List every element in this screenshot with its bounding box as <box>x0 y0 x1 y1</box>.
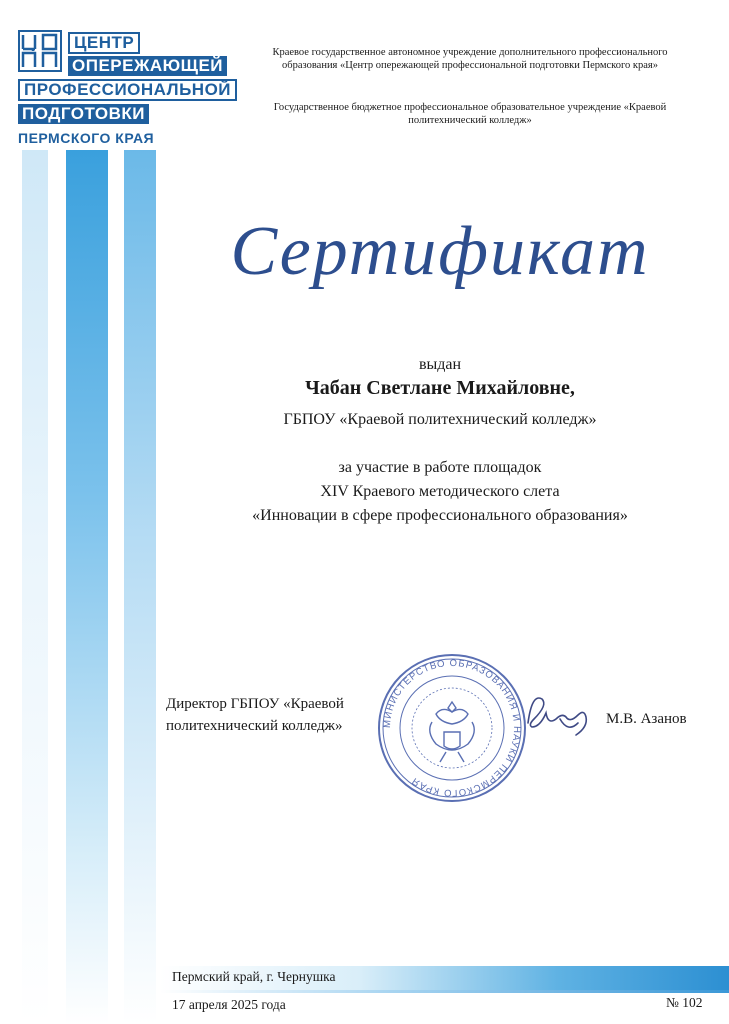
purpose-text <box>150 456 729 528</box>
footer-divider <box>160 990 729 993</box>
logo-text: ПЕРМСКОГО КРАЯ <box>18 130 155 146</box>
issued-label: выдан <box>418 356 462 373</box>
recipient-name: Чабан Светлане Михайловне, <box>305 377 575 399</box>
recipient-organization: ГБПОУ «Краевой политехнический колледж» <box>283 411 597 428</box>
issue-place: Пермский край, г. Чернушка <box>172 969 336 984</box>
partner-organization: Государственное бюджетное профессиональное образовательное учреждение «Краевой политехнический колледж» <box>273 102 667 126</box>
purpose-line: XIV Краевого методического слета <box>320 483 560 500</box>
purpose-line: «Инновации в сфере профессионального образования» <box>252 507 628 524</box>
logo-text: ЦЕНТР <box>68 32 140 54</box>
director-title <box>166 693 344 737</box>
logo <box>18 30 248 148</box>
decorative-stripe <box>66 150 108 1024</box>
handwritten-signature-icon <box>520 683 612 747</box>
issue-date: 17 апреля 2025 года <box>172 997 286 1012</box>
decorative-stripe <box>22 150 48 1024</box>
director-title-line: политехнический колледж» <box>166 718 343 734</box>
issuing-organization: Краевое государственное автономное учреждение дополнительного профессионального образования «Центр опережающей профессиональной подготовки Пермского края» <box>272 47 668 71</box>
purpose-line: за участие в работе площадок <box>338 459 542 476</box>
logo-mark-icon <box>18 30 62 72</box>
logo-text: ПРОФЕССИОНАЛЬНОЙ <box>18 79 237 101</box>
logo-text: ПОДГОТОВКИ <box>18 104 149 124</box>
signer-name: М.В. Азанов <box>606 711 687 727</box>
official-seal-icon <box>376 652 528 804</box>
seal-text: МИНИСТЕРСТВО ОБРАЗОВАНИЯ И НАУКИ ПЕРМСКОГО КРАЯ <box>381 657 523 799</box>
logo-text: ОПЕРЕЖАЮЩЕЙ <box>68 56 227 76</box>
certificate-title: Сертификат <box>230 213 650 290</box>
director-title-line: Директор ГБПОУ «Краевой <box>166 696 344 712</box>
certificate-number: № 102 <box>666 995 703 1010</box>
